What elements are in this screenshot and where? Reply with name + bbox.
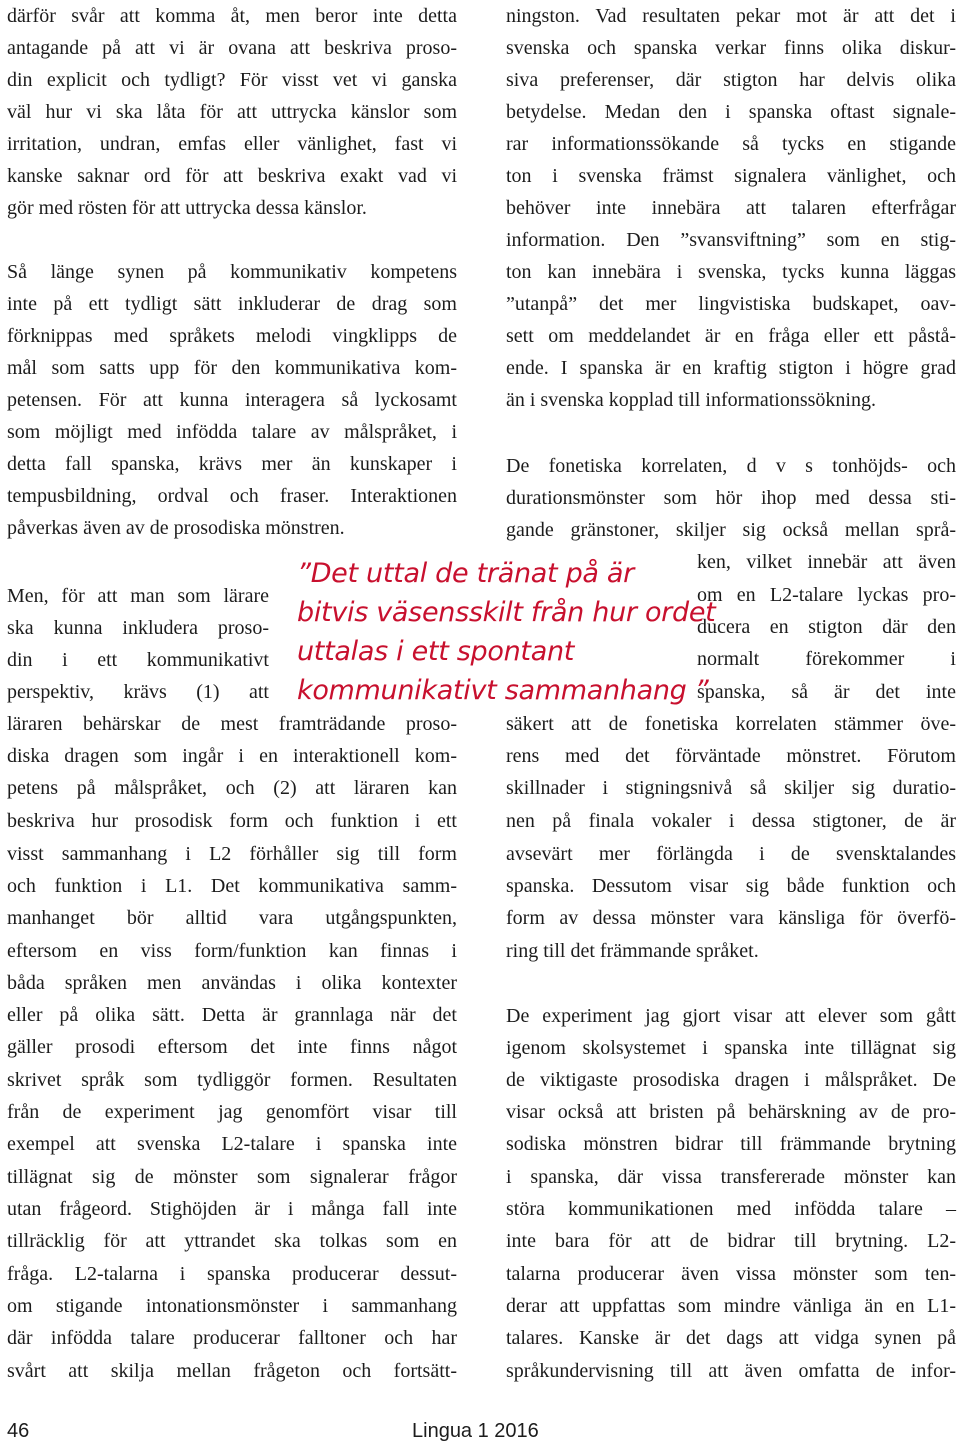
text-line: ningston. Vad resultaten pekar mot är att det i [506, 5, 956, 27]
publication-name: Lingua 1 2016 [412, 1420, 539, 1442]
text-line: De experiment jag gjort visar att elever som gått [506, 1005, 956, 1027]
text-line: sodiska mönstren bidrar till främmande brytning [506, 1133, 956, 1155]
text-line: som möjligt med infödda talare av målspråket, i [7, 421, 457, 443]
text-line: om stigande intonationsmönster i sammanhang [7, 1295, 457, 1317]
text-line: tillägnat sig de mönster som signalerar frågor [7, 1166, 457, 1188]
text-line: tempusbildning, ordval och fraser. Interaktionen [7, 485, 457, 507]
text-line: ken, vilket innebär att även [697, 551, 956, 573]
text-line: visar också att bristen på behärskning av de pro- [506, 1101, 956, 1123]
text-line: manhanget bör alltid vara utgångspunkten, [7, 907, 457, 929]
text-line: talares. Kanske är det dags att vidga synen på [506, 1327, 956, 1349]
pull-quote-line: ”Det uttal de tränat på är [297, 558, 634, 589]
text-line: derar att uppfattas som mindre vänliga än en L1- [506, 1295, 956, 1317]
text-line: ”utanpå” det mer lingvistiska budskapet, oav- [506, 293, 956, 315]
text-line: visst sammanhang i L2 förhåller sig till form [7, 843, 457, 865]
text-line: där infödda talare producerar falltoner och har [7, 1327, 457, 1349]
text-line: irritation, undran, emfas eller vänlighet, fast vi [7, 133, 457, 155]
text-line: behöver inte innebära att talaren efterfrågar [506, 197, 956, 219]
text-line: siva preferenser, där stigton har delvis olika [506, 69, 956, 91]
text-line: exempel att svenska L2-talare i spanska inte [7, 1133, 457, 1155]
text-line: petensen. För att kunna interagera så lyckosamt [7, 389, 457, 411]
text-line: igenom skolsystemet i spanska inte tillägnat sig [506, 1037, 956, 1059]
text-line: sett om meddelandet är en fråga eller ett påstå- [506, 325, 956, 347]
text-line: petens på målspråket, och (2) att läraren kan [7, 777, 457, 799]
text-line: Så länge synen på kommunikativ kompetens [7, 261, 457, 283]
text-line: betydelse. Medan den i spanska oftast signale- [506, 101, 956, 123]
text-line: ring till det främmande språket. [506, 940, 759, 962]
text-line: därför svår att komma åt, men beror inte detta [7, 5, 457, 27]
text-line: de viktigaste prosodiska dragen i målspråket. De [506, 1069, 956, 1091]
text-line: rens med det förväntade mönstret. Förutom [506, 745, 956, 767]
text-line: säkert att de fonetiska korrelaten stämmer öve- [506, 713, 956, 735]
text-line: ducera en stigton där den [697, 616, 956, 638]
text-line: gör med rösten för att uttrycka dessa känslor. [7, 197, 367, 219]
pull-quote-line: uttalas i ett spontant [297, 636, 575, 667]
text-line: i spanska, där vissa transfererade mönster kan [506, 1166, 956, 1188]
pull-quote-line: bitvis väsensskilt från hur ordet [297, 597, 716, 628]
text-line: form av dessa mönster vara känsliga för överfö- [506, 907, 956, 929]
text-line: påverkas även av de prosodiska mönstren. [7, 517, 345, 539]
text-line: fråga. L2-talarna i spanska producerar dessut- [7, 1263, 457, 1285]
text-line: Men, för att man som lärare [7, 585, 269, 607]
text-line: ende. I spanska är en kraftig stigton i högre grad [506, 357, 956, 379]
text-line: väl hur vi ska låta för att uttrycka känslor som [7, 101, 457, 123]
text-line: kanske saknar ord för att beskriva exakt vad vi [7, 165, 457, 187]
pull-quote-line: kommunikativt sammanhang ” [297, 675, 709, 706]
text-line: störa kommunikationen med infödda talare – [506, 1198, 956, 1220]
text-line: ton kan innebära i svenska, tycks kunna läggas [506, 261, 956, 283]
text-line: gäller prosodi eftersom det inte finns något [7, 1036, 457, 1058]
text-line: svenska och spanska verkar finns olika diskur- [506, 37, 956, 59]
text-line: inte på ett tydligt sätt inkluderar de drag som [7, 293, 457, 315]
text-line: diska dragen som ingår i en interaktionell kom- [7, 745, 457, 767]
text-line: din explicit och tydligt? För visst vet vi ganska [7, 69, 457, 91]
text-line: De fonetiska korrelaten, d v s tonhöjds- och [506, 455, 956, 477]
text-line: eftersom en viss form/funktion kan finnas i [7, 940, 457, 962]
text-line: från de experiment jag genomfört visar till [7, 1101, 457, 1123]
text-line: information. Den ”svansviftning” som en stig- [506, 229, 956, 251]
text-line: om en L2-talare lyckas pro- [697, 584, 956, 606]
text-line: skrivet språk som tydliggör formen. Resultaten [7, 1069, 457, 1091]
text-line: antagande på att vi är ovana att beskriva proso- [7, 37, 457, 59]
page-number: 46 [7, 1420, 30, 1442]
text-line: beskriva hur prosodisk form och funktion i ett [7, 810, 457, 832]
text-line: avsevärt mer förlängda i de svensktalandes [506, 843, 956, 865]
text-line: och funktion i L1. Det kommunikativa samm- [7, 875, 457, 897]
text-line: svårt att skilja mellan frågeton och fortsätt- [7, 1360, 457, 1382]
text-line: spanska, så är det inte [697, 681, 956, 703]
text-line: skillnader i stigningsnivå så skiljer sig duratio- [506, 777, 956, 799]
text-line: rar informationssökande så tycks en stigande [506, 133, 956, 155]
text-line: tillräcklig för att yttrandet ska tolkas som en [7, 1230, 457, 1252]
text-line: nen på finala vokaler i dessa stigtoner, de är [506, 810, 956, 832]
text-line: spanska. Dessutom visar sig både funktion och [506, 875, 956, 897]
text-line: än i svenska kopplad till informationssökning. [506, 389, 876, 411]
text-line: inte bara för att de bidrar till brytning. L2- [506, 1230, 956, 1252]
text-line: mål som satts upp för den kommunikativa kom- [7, 357, 457, 379]
text-line: gande gränstoner, skiljer sig också mellan språ- [506, 519, 956, 541]
text-line: din i ett kommunikativt [7, 649, 269, 671]
text-line: talarna producerar även vissa mönster som ten- [506, 1263, 956, 1285]
text-line: durationsmönster som hör ihop med dessa sti- [506, 487, 956, 509]
text-line: eller på olika sätt. Detta är grannlaga när det [7, 1004, 457, 1026]
text-line: läraren behärskar de mest framträdande proso- [7, 713, 457, 735]
text-line: utan frågeord. Stighöjden är i många fall inte [7, 1198, 457, 1220]
text-line: språkundervisning till att även omfatta de infor- [506, 1360, 956, 1382]
text-line: ton i svenska främst signalera vänlighet, och [506, 165, 956, 187]
text-line: ska kunna inkludera proso- [7, 617, 269, 639]
text-line: båda språken men användas i olika kontexter [7, 972, 457, 994]
text-line: perspektiv, krävs (1) att [7, 681, 269, 703]
text-line: normalt förekommer i [697, 648, 956, 670]
text-line: detta fall spanska, krävs mer än kunskaper i [7, 453, 457, 475]
text-line: förknippas med språkets melodi vingklipps de [7, 325, 457, 347]
